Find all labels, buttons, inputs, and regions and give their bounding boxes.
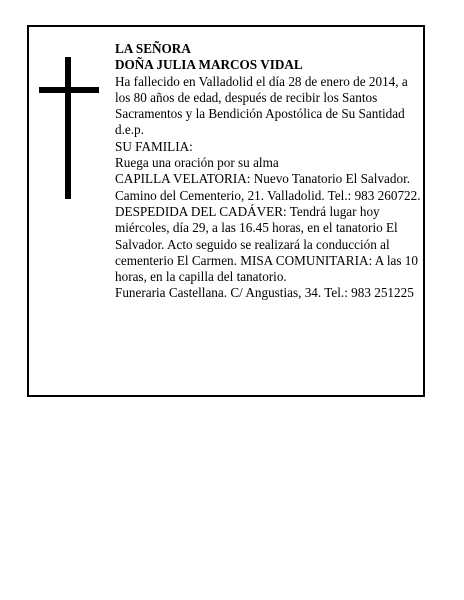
obituary-notice [27,25,425,397]
funeral-chapel-info: CAPILLA VELATORIA: Nuevo Tanatorio El Salvador. Camino del Cementerio, 21. Valladolid. Tel.: 983 260722. [115,171,421,203]
cross-vertical-bar [65,57,71,199]
farewell-and-mass-info: DESPEDIDA DEL CADÁVER: Tendrá lugar hoy miércoles, día 29, a las 16.45 horas, en el tanatorio El Salvador. Acto seguido se realizará la conducción al cementerio El Carmen. MISA COMUNITARIA: A las 10 horas, en la capilla del tanatorio. [115,203,418,285]
prayer-request: Ruega una oración por su alma [115,155,279,171]
notice-text [115,41,421,302]
notice-title: LA SEÑORA [115,41,191,56]
cross-horizontal-bar [39,87,99,93]
cross-icon [39,57,99,199]
funeral-home-info: Funeraria Castellana. C/ Angustias, 34. Tel.: 983 251225 [115,285,414,301]
death-announcement: Ha fallecido en Valladolid el día 28 de enero de 2014, a los 80 años de edad, después de recibir los Santos Sacramentos y la Bendición Apostólica de Su Santidad d.e.p. [115,73,408,138]
deceased-name: DOÑA JULIA MARCOS VIDAL [115,57,303,73]
family-heading: SU FAMILIA: [115,138,193,154]
